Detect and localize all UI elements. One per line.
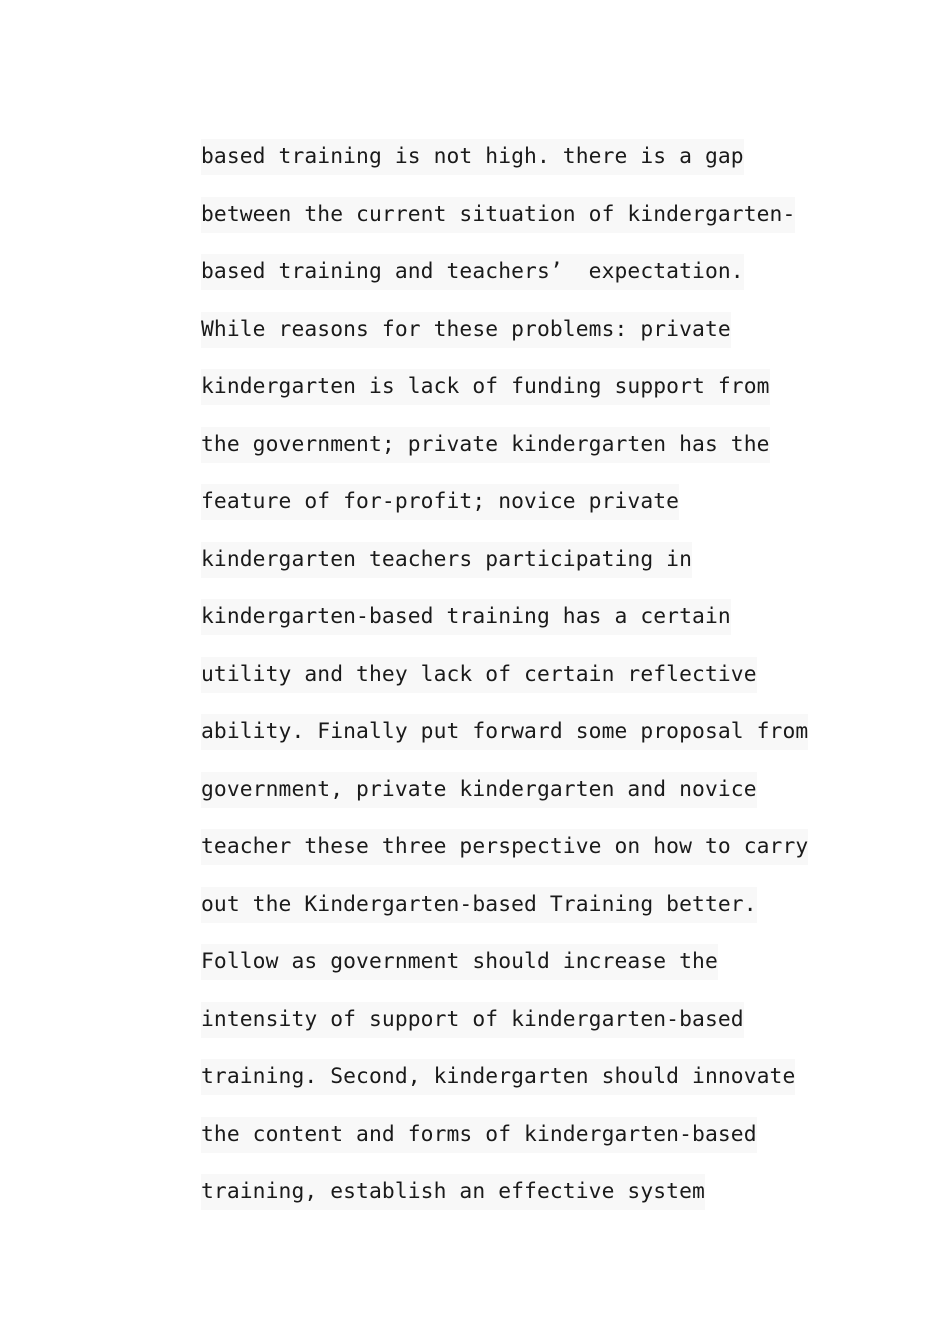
text-line-content: utility and they lack of certain reflective: [201, 657, 757, 693]
text-line: [201, 312, 821, 370]
text-line: [201, 1174, 821, 1232]
text-line-content: While reasons for these problems: private: [201, 312, 731, 348]
text-line-content: feature of for-profit; novice private: [201, 484, 679, 520]
text-line: [201, 1117, 821, 1175]
text-line-content: the government; private kindergarten has the: [201, 427, 770, 463]
text-line: [201, 1059, 821, 1117]
text-line: [201, 887, 821, 945]
text-line: [201, 944, 821, 1002]
text-line-content: training, establish an effective system: [201, 1174, 705, 1210]
text-line: [201, 427, 821, 485]
text-line: [201, 714, 821, 772]
text-line-content: kindergarten-based training has a certain: [201, 599, 731, 635]
body-text: [201, 139, 821, 1232]
text-line-content: based training and teachers’ expectation.: [201, 254, 744, 290]
text-line: [201, 657, 821, 715]
text-line-content: kindergarten is lack of funding support from: [201, 369, 770, 405]
text-line-content: kindergarten teachers participating in: [201, 542, 692, 578]
text-line: [201, 599, 821, 657]
text-line: [201, 369, 821, 427]
text-line: [201, 254, 821, 312]
text-line-content: Follow as government should increase the: [201, 944, 718, 980]
text-line: [201, 139, 821, 197]
text-line-content: based training is not high. there is a gap: [201, 139, 744, 175]
text-line: [201, 1002, 821, 1060]
text-line-content: training. Second, kindergarten should innovate: [201, 1059, 795, 1095]
text-line: [201, 829, 821, 887]
text-line-content: teacher these three perspective on how to carry: [201, 829, 808, 865]
text-line: [201, 197, 821, 255]
text-line-content: ability. Finally put forward some proposal from: [201, 714, 808, 750]
text-line-content: the content and forms of kindergarten-based: [201, 1117, 757, 1153]
text-line: [201, 484, 821, 542]
text-line: [201, 772, 821, 830]
text-line-content: out the Kindergarten-based Training better.: [201, 887, 757, 923]
text-line: [201, 542, 821, 600]
text-line-content: between the current situation of kindergarten-: [201, 197, 795, 233]
text-line-content: intensity of support of kindergarten-based: [201, 1002, 744, 1038]
text-line-content: government, private kindergarten and novice: [201, 772, 757, 808]
